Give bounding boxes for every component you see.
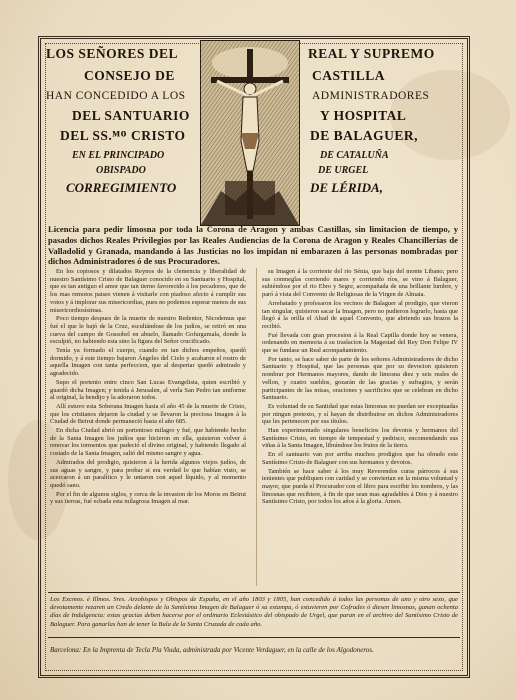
paragraph: Por el fin de algunos siglos, y cerca de la invasion de los Moros en Beirut y sus tierras, fué echada esta milagrosa Imagen al mar. <box>50 490 246 506</box>
paragraph: Han experimentado singulares beneficios los devotos y hermanos del Santísimo Cristo, en tiempo de tempestad y pedrisco, encomendando sus viñas á la Santa Imagen, librándose los frutos de la tierra. <box>262 427 458 450</box>
heading-right-4: Y HOSPITAL <box>320 108 407 123</box>
heading-left-3: HAN CONCEDIDO A LOS <box>46 90 186 102</box>
heading-right-5: DE BALAGUER, <box>310 128 419 143</box>
paragraph: Es voluntad de su Santidad que estas limosnas no puedan ser exceptuadas por ningun pretexto, y sí hayan de distribuirse en dichos Administradores que les pertenecen por sus títulos. <box>262 402 458 426</box>
heading-right-8: DE LÉRIDA, <box>310 180 383 195</box>
paragraph: Allí estuvo esta Soberana Imagen hasta el año 45 de la muerte de Cristo, que los cristianos dejaron la ciudad y se llevaron la preciosa Imagen á la Ciudad de Beirut donde permaneció hasta el año 685. <box>50 402 246 426</box>
indulgence-notice: Los Excmos. é Illmos. Sres. Arzobispos y Obispos de España, en el año 1803 y 1805, han concedido á todos las personas de uno y otro sexo, que devotamente rezaren un Credo delante de la Santísima Imagen de Balaguer ó su estampa, ó estuvieren por Cofrades ó diesen limosnas, ganan ochenta días de Indulgencia: estas gracias deben hacerse por el ordinario Eclesiástico del obispado de Urgel, que paran en el archivo del Santísimo Cristo de Balaguer. Para ganarlas han de tener la Bula de la Santa Cruzada de cada año. <box>48 592 460 638</box>
heading-left-5: DEL SS.ᴹᴼ CRISTO <box>60 128 186 143</box>
heading-left-8: CORREGIMIENTO <box>66 180 177 195</box>
heading-right-2: CASTILLA <box>312 68 386 83</box>
heading-right-3: ADMINISTRADORES <box>312 90 430 102</box>
printer-imprint: Barcelona: En la Imprenta de Tecla Pla Viuda, administrada por Vicente Verdaguer, en la calle de los Algodoneros. <box>50 646 374 654</box>
paragraph: Por tanto, se hace saber de parte de los señores Administradores de dicho Santuario y Hospital, que las personas que por su devocion quisieren nombrar por Hermanos mayores, dando de limosna diez y seis reales de vellon, y cuatro sueldos, gozarán de las gracias y sufragios, y serán participantes de las misas, oraciones y sacrificios que se celebran en dicho Santuario. <box>262 355 458 402</box>
column-divider <box>256 268 257 586</box>
body-column-right <box>262 268 458 588</box>
paragraph: También se hace saber á los muy Reverendos curas párrocos á sus tenientes que publiquen con caridad y se conviertan en la misma voluntad y mayor, que pueda el Procurador con el libro para escribir los nombres, y las limosnas que recibiere, á fin de que sean mas agradables á Dios y á nuestro Santísimo Cristo, por todos los años á la gloria. Amen. <box>262 467 458 506</box>
licence-paragraph: Licencia para pedir limosna por toda la Corona de Aragon y ambas Castillas, sin limitacion de tiempo, y pasados dichos Reales Privilegios por las Reales Audiencias de la Corona de Aragon y Reales Chancillerías de Valladolid y Granada, mandando á las Justicias no los impidan ni embarazen á las personas nombradas por dichos Administradores ó de sus Procuradores. <box>48 224 458 267</box>
paragraph: Arrebatado y profesaron los vecinos de Balaguer al prodigio, que vieron tan singular, quisieron sacar la Imagen, pero no pudieron lograrlo, hasta que llegó á la orilla el Abad de aquel Convento, que abriendo sus brazos la recibió. <box>262 299 458 330</box>
heading-left-2: CONSEJO DE <box>84 68 175 83</box>
heading-right-1: REAL Y SUPREMO <box>308 46 435 61</box>
paragraph: su Imagen á la corriente del rio Sénia, que baja del monte Libano; pero sus conmeglas corriendo mares y corriendo ríos, se vino á Balaguer, subiéndose por el rio Ebro y Segre, acompañada de una brillante lumbre, y paró á vista del Convento de Religiosas de la Virgen de Almata. <box>262 268 458 299</box>
heading-left-1: LOS SEÑORES DEL <box>46 46 179 61</box>
crucifix-engraving <box>200 40 300 226</box>
body-column-left <box>50 268 246 588</box>
paragraph: Tenía ya formado el cuerpo, cuando en tan dichos empeños, quedó dormido, y á este tiempo bajaron Ángeles del Cielo y acabaron el rostro de aquella Imagen con tanta perfeccion, que al despertar quedó admirado y agradecido. <box>50 347 246 378</box>
paragraph: Fué llevada con gran procesion á la Real Capilla donde hoy se venera, ordenando en memoria á su traslacion la Magestad del Rey Don Felipe IV que se fundase un Real acompañamiento. <box>262 331 458 355</box>
heading-left-7: OBISPADO <box>96 165 146 176</box>
heading-left-4: DEL SANTUARIO <box>72 108 190 123</box>
paragraph: Admirados del prodigio, quisieron á la herida algunos viejos judíos, de sus aguas y sangre, y para probar si era verdad lo que habían visto, se acercaron á un paralítico y le untaron con aquel líquido, y al momento quedó sano. <box>50 458 246 489</box>
paragraph: En dicha Ciudad abrió un portentoso milagro y fué, que habiendo hecho de la Santa Imagen los judíos que hicieron en ella, quisieron volver á renovar los tormentos que padeció el divino original, y habiendo llegado al costado de la Santa Imagen, salió del mismo sangre y agua. <box>50 427 246 458</box>
heading-left-6: EN EL PRINCIPADO <box>72 150 165 161</box>
heading-right-7: DE URGEL <box>318 165 369 176</box>
paragraph: Poco tiempo despues de la muerte de nuestro Redentor, Nicodemus que fué el que le bajó de la Cruz, escultándose de los judíos, se retiró en una cueva del campo de Gossobel en abuelo, llamado Gofurgamala, donde la esculpió, no habiendo esta sino la figura del Señor crucificado. <box>50 315 246 346</box>
heading-right-6: DE CATALUÑA <box>320 150 389 161</box>
paragraph: En los copiosos y dilatados Reynos de la clemencia y liberalidad de nuestro Santísimo Cristo de Balaguer conocido en su Santuario y Hospital, que es tan antiguo el amor que tan tierno favorecido á los pecadores, que de los mas remotos paises vienen á visitarle con piadoso afecto á cumplir sus votos y á implorar sus misericordias, pues no podemos esperar menos de sus misericordiosísimas. <box>50 268 246 314</box>
paragraph: Supo el portento entre cinco San Lucas Evangelista, quien escribió y guardó dicha Imagen; y tenida á Jerusalen, al verla San Pedro tan uniforme al original, la bendijo y la adoraron todos. <box>50 378 246 402</box>
paragraph: En el santuario van por arriba muchos prodigios que ha obrado este Santísimo Cristo de Balaguer con sus hermanos y devotos. <box>262 451 458 466</box>
